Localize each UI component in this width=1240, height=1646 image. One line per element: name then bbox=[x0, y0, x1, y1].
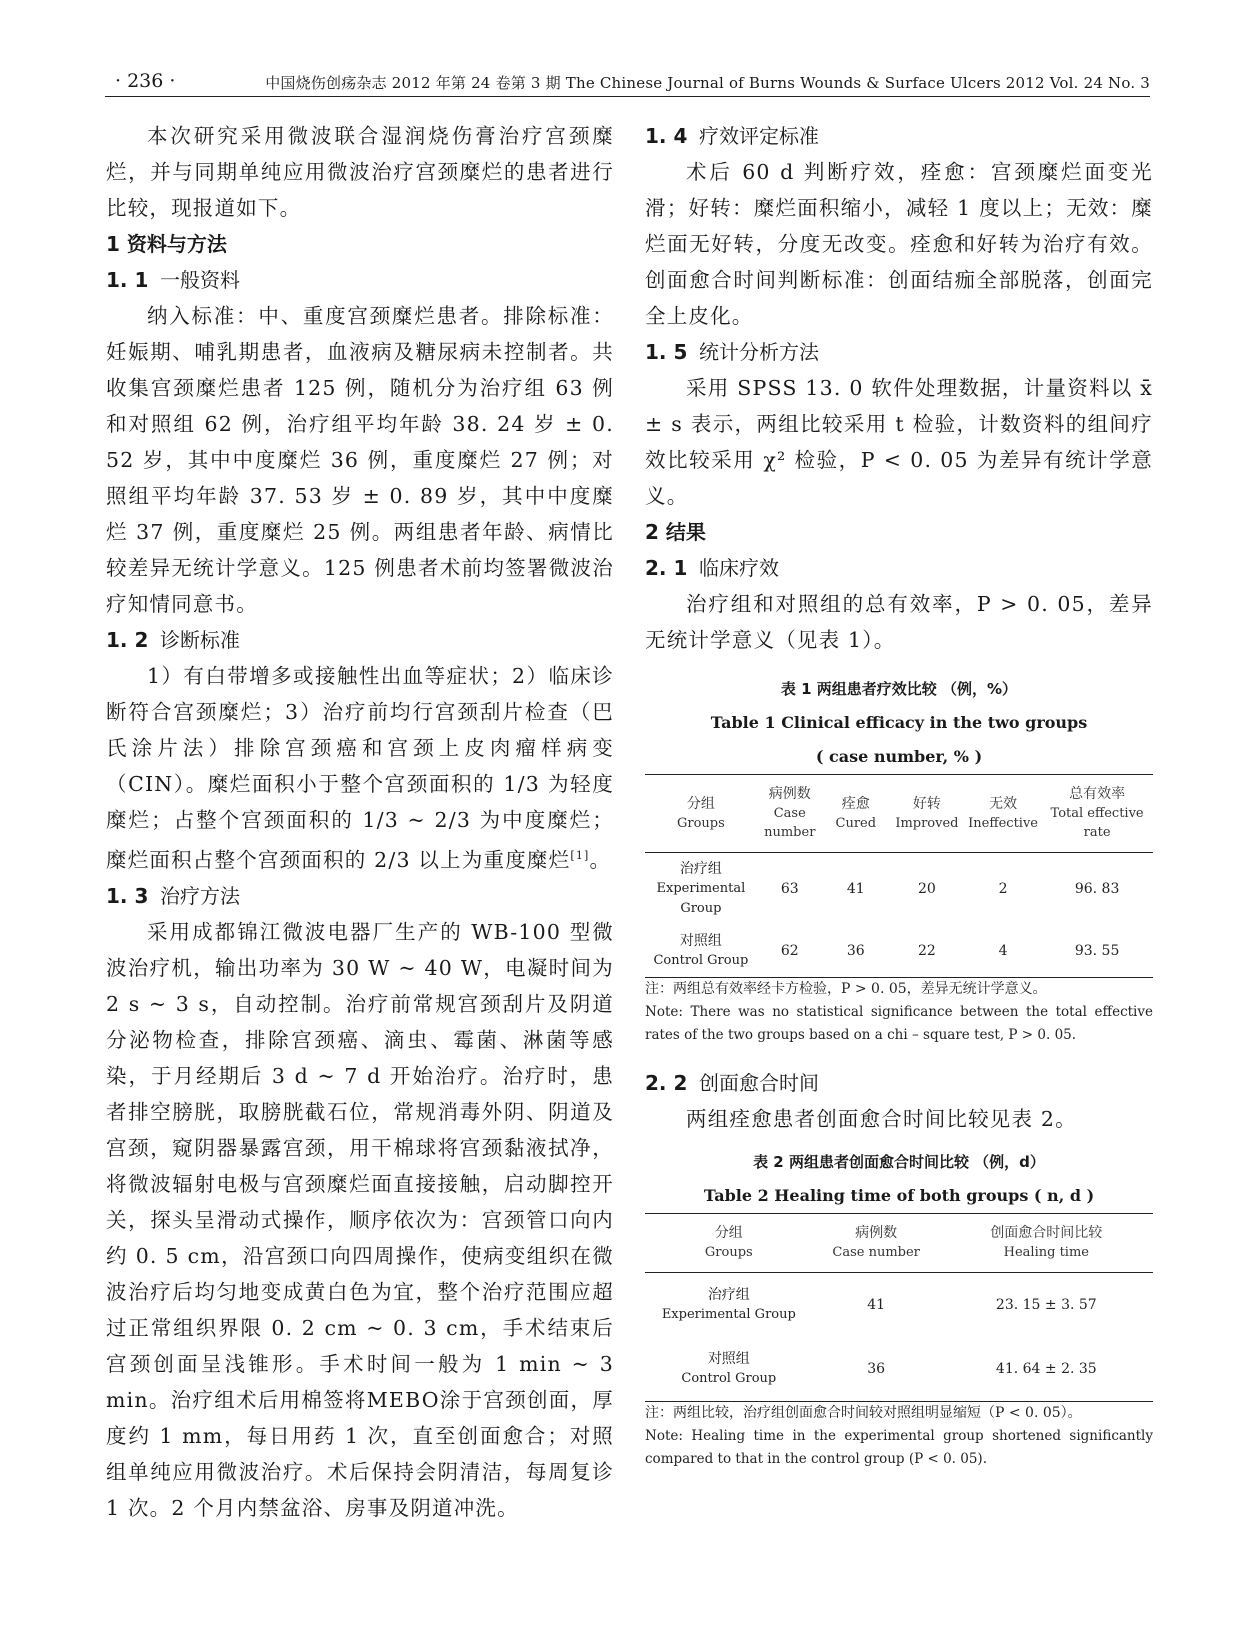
healing-time-cell: 41. 64 ± 2. 35 bbox=[995, 1361, 1097, 1377]
section-1-5-heading bbox=[645, 334, 1153, 370]
section-number: 2. 2 bbox=[645, 1071, 688, 1095]
col-header-case-number: 病例数 Case number bbox=[764, 786, 816, 840]
sentence-end: 。 bbox=[589, 847, 612, 872]
section-1-2-heading bbox=[106, 622, 614, 658]
section-title: 诊断标准 bbox=[160, 628, 240, 652]
section-number: 2. 1 bbox=[645, 556, 688, 580]
col-header-groups: 分组 Groups bbox=[676, 795, 725, 831]
ineffective-cell: 2 bbox=[998, 881, 1008, 897]
group-cell: 治疗组 Experimental Group bbox=[661, 1287, 796, 1322]
section-number: 1. 1 bbox=[106, 268, 149, 292]
healing-time-cell: 23. 15 ± 3. 57 bbox=[995, 1297, 1097, 1313]
col-header-cured: 痊愈 Cured bbox=[835, 795, 877, 831]
total-rate-cell: 93. 55 bbox=[1074, 943, 1120, 959]
section-title: 治疗方法 bbox=[160, 883, 240, 908]
section-1-3-heading bbox=[106, 878, 614, 914]
col-header-total-effective-rate: 总有效率 Total effective rate bbox=[1050, 786, 1144, 840]
section-2-2-body: 两组痊愈患者创面愈合时间比较见表 2。 bbox=[686, 1107, 1077, 1131]
group-cell: 对照组 Control Group bbox=[653, 933, 749, 968]
citation-ref: [1] bbox=[570, 849, 590, 862]
table-1 bbox=[645, 774, 1153, 978]
cured-cell: 41 bbox=[846, 881, 865, 897]
ineffective-cell: 4 bbox=[998, 943, 1008, 959]
group-cell: 治疗组 Experimental Group bbox=[656, 861, 746, 916]
left-column bbox=[106, 118, 614, 1526]
col-header-groups: 分组 Groups bbox=[704, 1225, 753, 1260]
right-column bbox=[645, 118, 1153, 1471]
section-title: 统计分析方法 bbox=[699, 340, 819, 364]
table-1-note-en: Note: There was no statistical significance between the total effective rates of the two groups based on a chi – square test, P > 0. 05. bbox=[645, 1004, 1153, 1043]
page-number: · 236 · bbox=[115, 70, 176, 92]
section-1-heading: 1 资料与方法 bbox=[106, 232, 227, 256]
improved-cell: 20 bbox=[917, 881, 936, 897]
journal-citation: 中国烧伤创疡杂志 2012 年第 24 卷第 3 期 The Chinese Journal of Burns Wounds & Surface Ulcers 2012 Vol. 24 No. 3 bbox=[265, 74, 1150, 92]
section-number: 1. 2 bbox=[106, 628, 149, 652]
table-2-caption-cn: 表 2 两组患者创面愈合时间比较 （例，d） bbox=[753, 1153, 1045, 1171]
table-1-caption-en: Table 1 Clinical efficacy in the two groups bbox=[710, 713, 1088, 732]
section-title: 临床疗效 bbox=[699, 556, 779, 580]
group-cell: 对照组 Control Group bbox=[681, 1351, 777, 1386]
table-2-note-en: Note: Healing time in the experimental group shortened significantly compared to that in the control group (P < 0. 05). bbox=[645, 1428, 1153, 1467]
case-number-cell: 41 bbox=[867, 1297, 886, 1313]
section-1-4-body: 术后 60 d 判断疗效，痊愈：宫颈糜烂面变光滑；好转：糜烂面积缩小，减轻 1 度以上；无效：糜烂面无好转，分度无改变。痊愈和好转为治疗有效。创面愈合时间判断标准：创面结痂全部脱落，创面完全上皮化。 bbox=[645, 160, 1153, 328]
section-number: 1. 5 bbox=[645, 340, 688, 364]
cured-cell: 36 bbox=[846, 943, 865, 959]
section-number: 1. 3 bbox=[106, 883, 149, 908]
table-1-caption-cn: 表 1 两组患者疗效比较 （例，%） bbox=[780, 680, 1018, 698]
section-number: 1. 4 bbox=[645, 124, 688, 148]
section-1-3-body: 采用成都锦江微波电器厂生产的 WB-100 型微波治疗机，输出功率为 30 W ~ 40 W，电凝时间为 2 s ~ 3 s，自动控制。治疗前常规宫颈刮片及阴道分泌物检查，排除宫颈癌、滴虫、霉菌、淋菌等感染，于月经期后 3 d ~ 7 d 开始治疗。治疗时，患者排空膀胱，取膀胱截石位，常规消毒外阴、阴道及宫颈，窥阴器暴露宫颈，用干棉球将宫颈黏液拭净，将微波辐射电极与宫颈糜烂面直接接触，启动脚控开关，探头呈滑动式操作，顺序依次为：宫颈管口向内约 0. 5 cm，沿宫颈口向四周操作，使病变组织在微波治疗后均匀地变成黄白色为宜，整个治疗范围应超过正常组织界限 0. 2 cm ~ 0. 3 cm，手术结束后宫颈创面呈浅锥形。手术时间一般为 1 min ~ 3 min。治疗组术后用棉签将MEBO涂于宫颈创面，厚度约 1 mm，每日用药 1 次，直至创面愈合；对照组单纯应用微波治疗。术后保持会阴清洁，每周复诊 1 次。2 个月内禁盆浴、房事及阴道冲洗。 bbox=[106, 919, 614, 1520]
section-title: 创面愈合时间 bbox=[699, 1071, 819, 1095]
col-header-healing-time: 创面愈合时间比较 Healing time bbox=[990, 1225, 1103, 1260]
table-row bbox=[645, 1273, 1153, 1338]
table-header-row bbox=[645, 775, 1153, 853]
section-1-2-body bbox=[106, 658, 614, 878]
table-2-note-cn: 注：两组比较，治疗组创面愈合时间较对照组明显缩短（P < 0. 05）。 bbox=[645, 1405, 1082, 1421]
table-row bbox=[645, 925, 1153, 978]
table-2 bbox=[645, 1213, 1153, 1402]
table-row bbox=[645, 1337, 1153, 1402]
section-1-4-heading bbox=[645, 118, 1153, 154]
section-2-heading: 2 结果 bbox=[645, 520, 706, 544]
improved-cell: 22 bbox=[917, 943, 936, 959]
table-header-row bbox=[645, 1214, 1153, 1273]
total-rate-cell: 96. 83 bbox=[1074, 881, 1120, 897]
section-text: 1）有白带增多或接触性出血等症状；2）临床诊断符合宫颈糜烂；3）治疗前均行宫颈刮片检查（巴氏涂片法）排除宫颈癌和宫颈上皮肉瘤样病变（CIN）。糜烂面积小于整个宫颈面积的 1/3 为轻度糜烂；占整个宫颈面积的 1/3 ~ 2/3 为中度糜烂；糜烂面积占整个宫颈面积的 2/3 以上为重度糜烂 bbox=[106, 664, 614, 872]
section-title: 一般资料 bbox=[160, 268, 240, 292]
section-title: 疗效评定标准 bbox=[699, 124, 819, 148]
case-number-cell: 36 bbox=[867, 1361, 886, 1377]
section-1-5-body: 采用 SPSS 13. 0 软件处理数据，计量资料以 x̄ ± s 表示，两组比较采用 t 检验，计数资料的组间疗效比较采用 χ² 检验，P < 0. 05 为差异有统计学意义。 bbox=[645, 376, 1153, 508]
running-header bbox=[105, 66, 1150, 97]
col-header-case-number: 病例数 Case number bbox=[832, 1225, 920, 1260]
col-header-improved: 好转 Improved bbox=[895, 795, 959, 831]
section-2-1-body: 治疗组和对照组的总有效率，P > 0. 05，差异无统计学意义（见表 1）。 bbox=[645, 592, 1153, 652]
section-2-2-heading bbox=[645, 1065, 1153, 1101]
case-number-cell: 63 bbox=[780, 881, 799, 897]
table-1-caption-en-units: ( case number, % ) bbox=[815, 747, 983, 766]
section-1-1-heading bbox=[106, 262, 614, 298]
table-1-note-cn: 注：两组总有效率经卡方检验，P > 0. 05，差异无统计学意义。 bbox=[645, 981, 1047, 997]
section-2-1-heading bbox=[645, 550, 1153, 586]
case-number-cell: 62 bbox=[780, 943, 799, 959]
table-2-caption-en: Table 2 Healing time of both groups ( n, d ) bbox=[703, 1186, 1095, 1205]
table-row bbox=[645, 853, 1153, 926]
intro-paragraph: 本次研究采用微波联合湿润烧伤膏治疗宫颈糜烂，并与同期单纯应用微波治疗宫颈糜烂的患者进行比较，现报道如下。 bbox=[106, 124, 614, 220]
section-1-1-body: 纳入标准：中、重度宫颈糜烂患者。排除标准：妊娠期、哺乳期患者，血液病及糖尿病未控制者。共收集宫颈糜烂患者 125 例，随机分为治疗组 63 例和对照组 62 例，治疗组平均年龄 38. 24 岁 ± 0. 52 岁，其中中度糜烂 36 例，重度糜烂 27 例；对照组平均年龄 37. 53 岁 ± 0. 89 岁，其中中度糜烂 37 例，重度糜烂 25 例。两组患者年龄、病情比较差异无统计学意义。125 例患者术前均签署微波治疗知情同意书。 bbox=[106, 304, 614, 616]
col-header-ineffective: 无效 Ineffective bbox=[968, 795, 1039, 831]
